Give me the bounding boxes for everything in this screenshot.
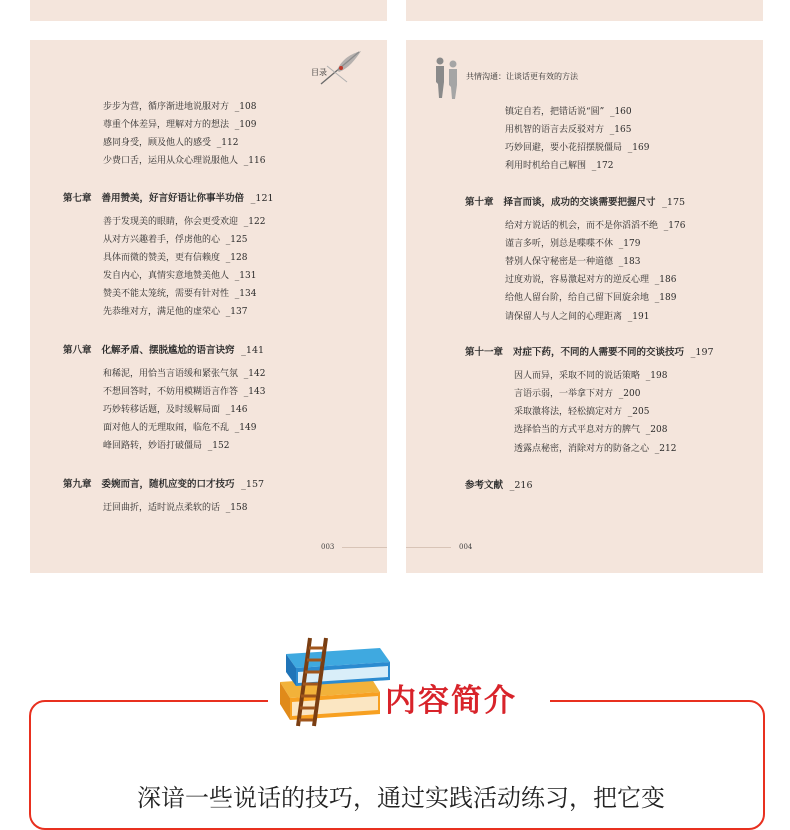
section-title: 内容简介 bbox=[385, 683, 517, 719]
previous-page-right bbox=[406, 0, 763, 21]
toc-entry: 迂回曲折，适时说点柔软的话 _158 bbox=[103, 503, 248, 513]
toc-entry: 谨言多听，别总是喋喋不休 _179 bbox=[505, 239, 641, 249]
toc-entry: 采取激将法，轻松搞定对方 _205 bbox=[514, 407, 650, 417]
toc-chapter: 第十章 择言而谈，成功的交谈需要把握尺寸 _175 bbox=[465, 197, 686, 208]
toc-entry: 用机智的语言去反驳对方 _165 bbox=[505, 125, 632, 135]
toc-entry: 因人而异，采取不同的说话策略 _198 bbox=[514, 371, 668, 381]
toc-references: 参考文献 _216 bbox=[465, 480, 533, 491]
toc-entry: 少费口舌，运用从众心理说服他人 _116 bbox=[103, 156, 266, 166]
toc-entry: 利用时机给自己解围 _172 bbox=[505, 161, 614, 171]
toc-entry: 请保留人与人之间的心理距离 _191 bbox=[505, 312, 650, 322]
toc-entry: 从对方兴趣着手，俘虏他的心 _125 bbox=[103, 235, 248, 245]
toc-entry: 发自内心，真情实意地赞美他人 _131 bbox=[103, 271, 257, 281]
toc-entry: 巧妙回避，要小花招摆脱僵局 _169 bbox=[505, 143, 650, 153]
toc-entry: 不想回答时，不妨用模糊语言作答 _143 bbox=[103, 387, 266, 397]
toc-entry: 尊重个体差异，理解对方的想法 _109 bbox=[103, 120, 257, 130]
toc-entry: 选择恰当的方式平息对方的脾气 _208 bbox=[514, 425, 668, 435]
intro-text: 深谙一些说话的技巧，通过实践活动练习，把它变 bbox=[137, 784, 665, 812]
toc-entry: 面对他人的无理取闹，临危不乱 _149 bbox=[103, 423, 257, 433]
toc-entry: 峰回路转，妙语打破僵局 _152 bbox=[103, 441, 230, 451]
toc-chapter: 第八章 化解矛盾、摆脱尴尬的语言诀窍 _141 bbox=[63, 345, 265, 356]
toc-entry: 先恭维对方，满足他的虚荣心 _137 bbox=[103, 307, 248, 317]
feather-pen-icon bbox=[317, 48, 365, 92]
people-silhouette-icon bbox=[432, 56, 462, 104]
toc-entry: 和稀泥，用恰当言语缓和紧张气氛 _142 bbox=[103, 369, 266, 379]
toc-entry: 感同身受，顾及他人的感受 _112 bbox=[103, 138, 239, 148]
toc-entry: 具体而微的赞美，更有信赖度 _128 bbox=[103, 253, 248, 263]
books-ladder-icon bbox=[270, 636, 400, 732]
toc-entry: 赞美不能太笼统，需要有针对性 _134 bbox=[103, 289, 257, 299]
toc-chapter: 第十一章 对症下药，不同的人需要不同的交谈技巧 _197 bbox=[465, 347, 714, 358]
toc-entry: 言语示弱，一举拿下对方 _200 bbox=[514, 389, 641, 399]
toc-entry: 镇定自若，把错话说“圆” _160 bbox=[505, 107, 632, 117]
previous-page-left bbox=[30, 0, 387, 21]
book-page-left bbox=[30, 40, 387, 573]
toc-entry: 给对方说话的机会，而不是你滔滔不绝 _176 bbox=[505, 221, 686, 231]
toc-chapter: 第七章 善用赞美，好言好语让你事半功倍 _121 bbox=[63, 193, 274, 204]
page-number-rule bbox=[342, 547, 387, 548]
toc-entry: 给他人留台阶，给自己留下回旋余地 _189 bbox=[505, 293, 677, 303]
toc-entry: 步步为营，循序渐进地说服对方 _108 bbox=[103, 102, 257, 112]
page-number: 004 bbox=[459, 543, 473, 551]
toc-entry: 善于发现美的眼睛，你会更受欢迎 _122 bbox=[103, 217, 266, 227]
toc-entry: 过度劝说，容易激起对方的逆反心理 _186 bbox=[505, 275, 677, 285]
page-header: 目录 bbox=[311, 68, 327, 77]
toc-entry: 替别人保守秘密是一种道德 _183 bbox=[505, 257, 641, 267]
page-number: 003 bbox=[321, 543, 335, 551]
toc-chapter: 第九章 委婉而言，随机应变的口才技巧 _157 bbox=[63, 479, 265, 490]
toc-entry: 透露点秘密，消除对方的防备之心 _212 bbox=[514, 444, 677, 454]
book-page-right bbox=[406, 40, 763, 573]
page-header: 共情沟通：让谈话更有效的方法 bbox=[466, 72, 578, 81]
page-number-rule bbox=[406, 547, 451, 548]
toc-entry: 巧妙转移话题，及时缓解局面 _146 bbox=[103, 405, 248, 415]
